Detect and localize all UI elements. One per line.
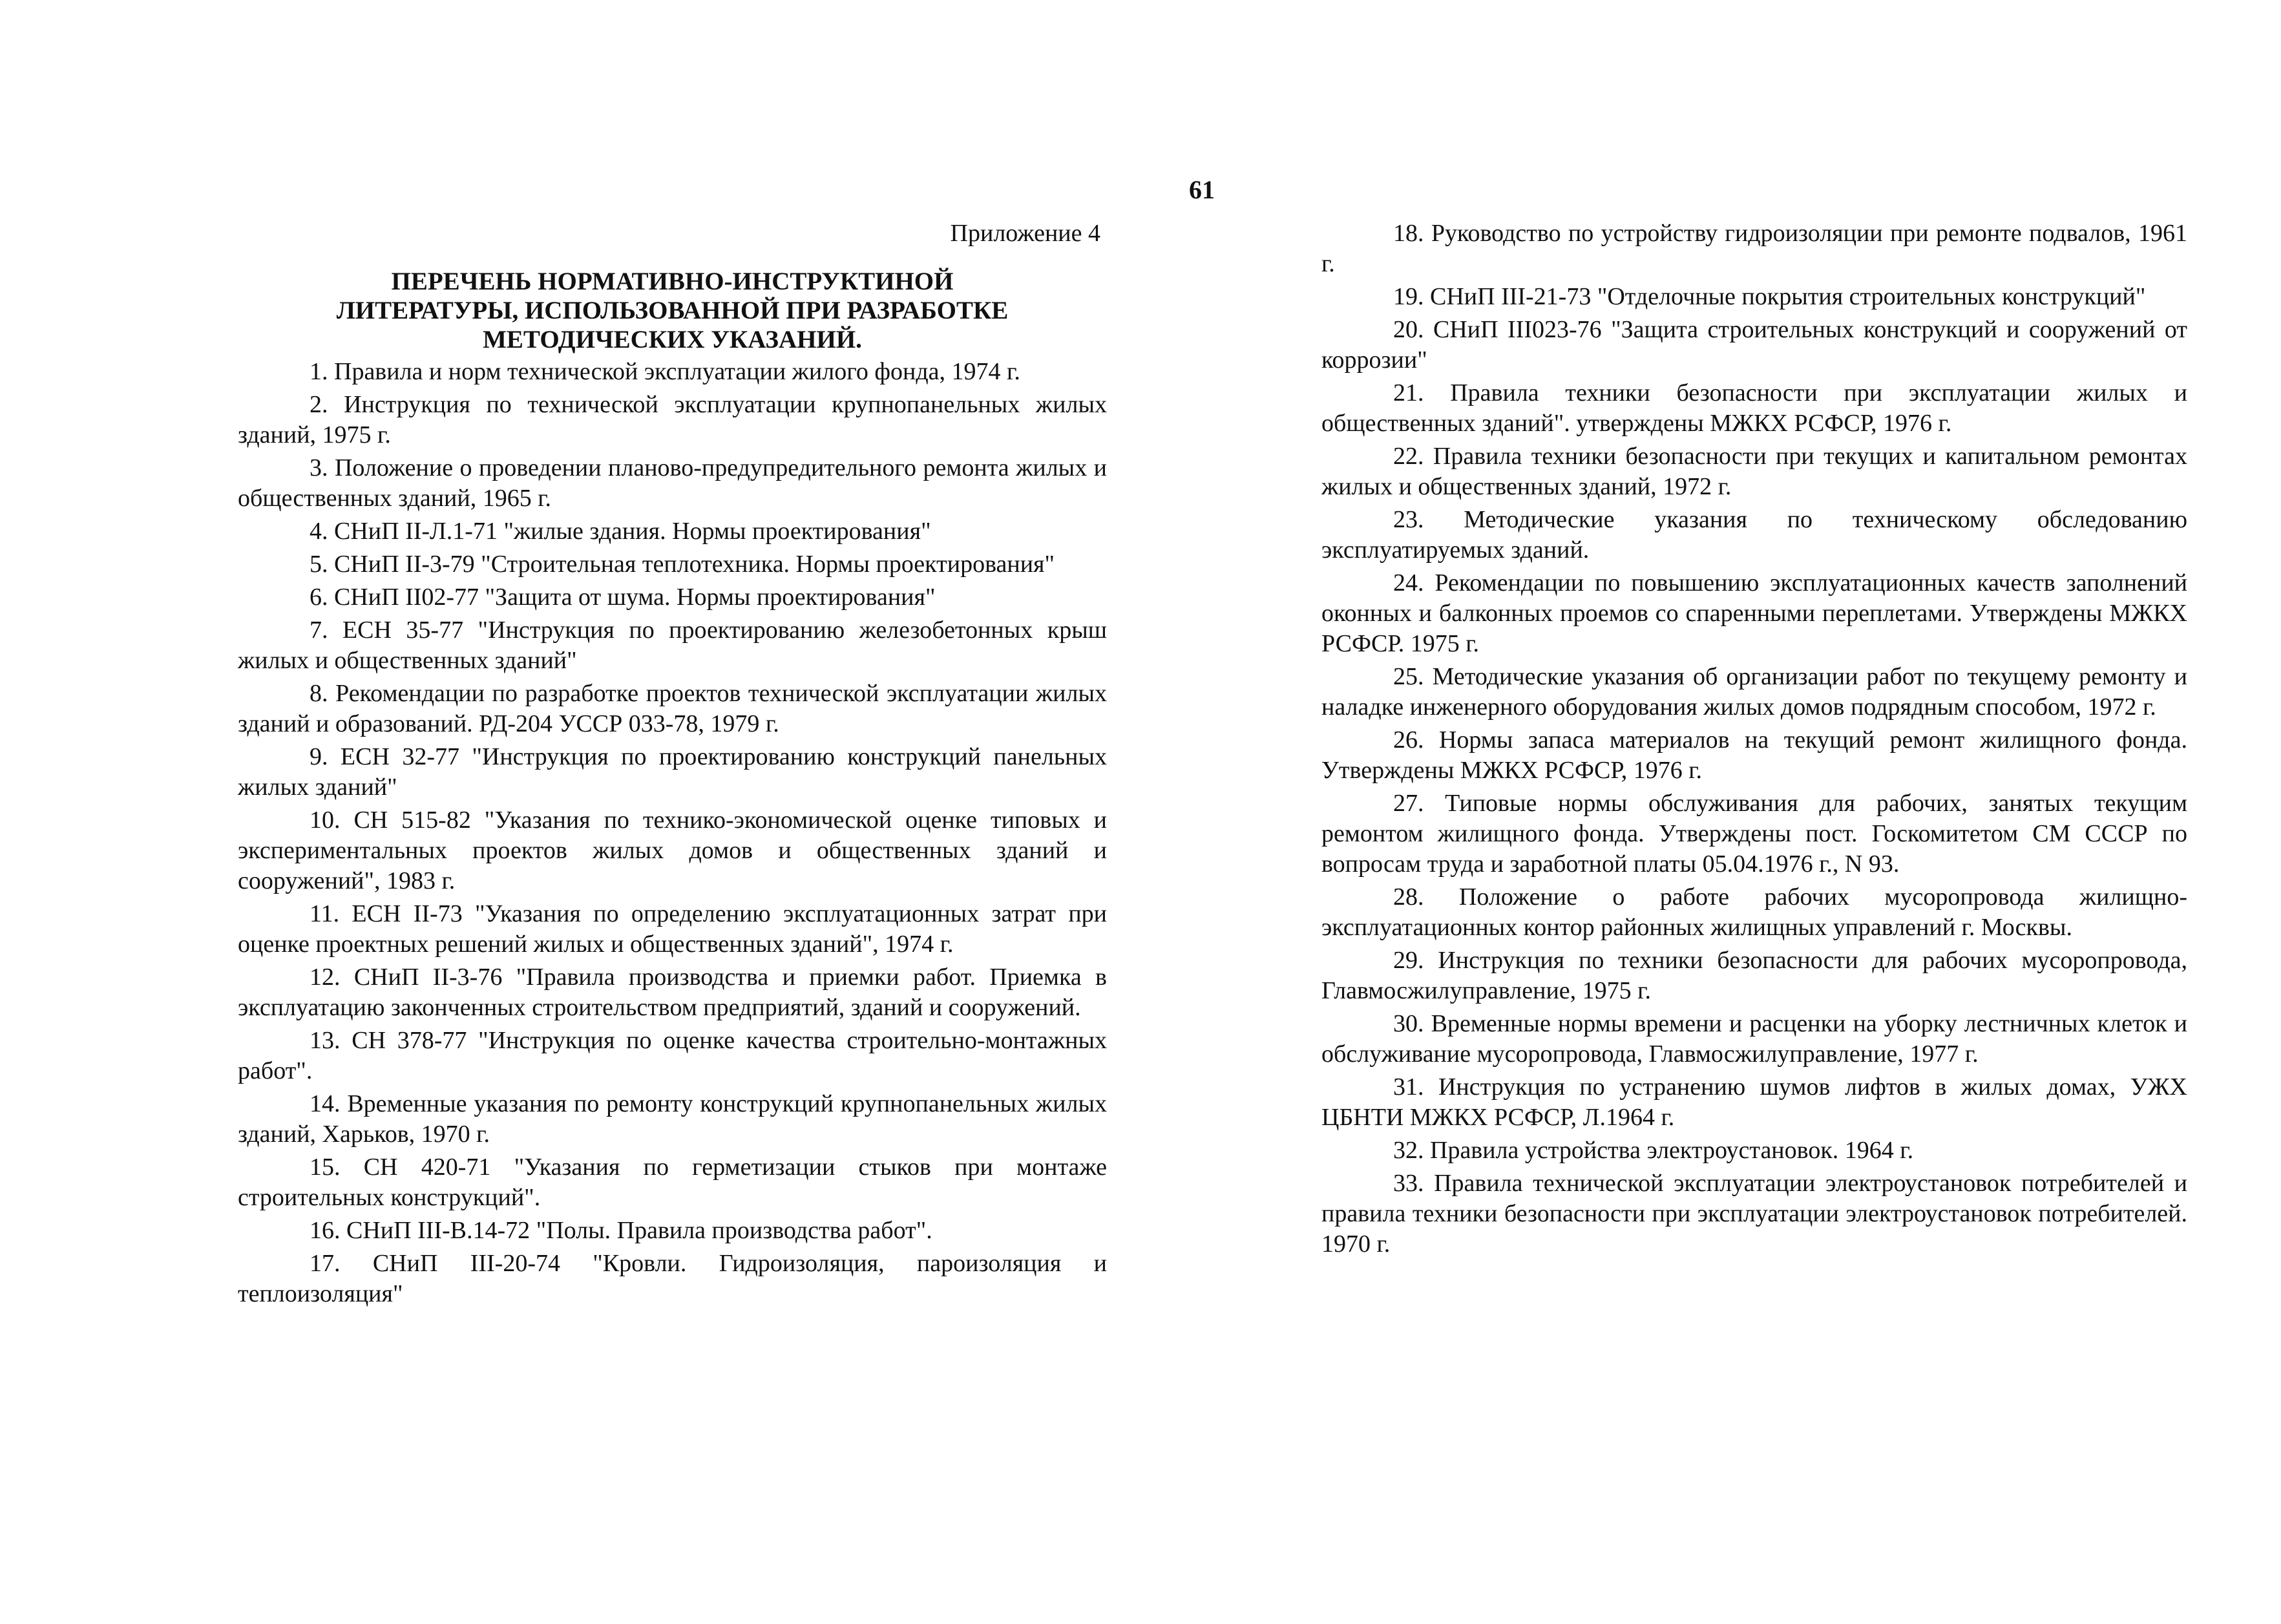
reference-entry: 30. Временные нормы времени и расценки на уборку лестничных клеток и обслуживание мусоропровода, Главмосжилуправление, 1977 г. — [1321, 1010, 2187, 1068]
heading-line: МЕТОДИЧЕСКИХ УКАЗАНИЙ. — [483, 326, 862, 353]
heading-line: ПЕРЕЧЕНЬ НОРМАТИВНО-ИНСТРУКТИНОЙ — [391, 268, 954, 295]
reference-entry: 23. Методические указания по техническому обследованию эксплуатируемых зданий. — [1321, 506, 2187, 564]
reference-entry: 19. СНиП III-21-73 "Отделочные покрытия строительных конструкций" — [1393, 283, 2146, 310]
right-column — [1321, 218, 2187, 1262]
reference-entry: 32. Правила устройства электроустановок. 1964 г. — [1393, 1137, 1914, 1164]
reference-entry: 24. Рекомендации по повышению эксплуатационных качеств заполнений оконных и балконных проемов со спаренными переплетами. Утверждены МЖКХ РСФСР. 1975 г. — [1321, 569, 2187, 657]
reference-entry: 22. Правила техники безопасности при текущих и капитальном ремонтах жилых и общественных зданий, 1972 г. — [1321, 443, 2187, 500]
reference-entry: 15. СН 420-71 "Указания по герметизации стыков при монтаже строительных конструкций". — [238, 1154, 1107, 1211]
reference-entry: 12. СНиП II-3-76 "Правила производства и приемки работ. Приемка в эксплуатацию законченных строительством предприятий, зданий и сооружений. — [238, 964, 1107, 1021]
reference-entry: 33. Правила технической эксплуатации электроустановок потребителей и правила техники безопасности при эксплуатации электроустановок потребителей. 1970 г. — [1321, 1170, 2187, 1258]
reference-entry: 29. Инструкция по техники безопасности для рабочих мусоропровода, Главмосжилуправление, 1975 г. — [1321, 947, 2187, 1004]
reference-entry: 4. СНиП II-Л.1-71 "жилые здания. Нормы проектирования" — [310, 518, 931, 545]
left-column — [238, 218, 1107, 1312]
reference-entry: 28. Положение о работе рабочих мусоропровода жилищно-эксплуатационных контор районных жилищных управлений г. Москвы. — [1321, 883, 2187, 941]
reference-entry: 16. СНиП III-В.14-72 "Полы. Правила производства работ". — [310, 1217, 932, 1244]
reference-entry: 17. СНиП III-20-74 "Кровли. Гидроизоляция, пароизоляция и теплоизоляция" — [238, 1250, 1107, 1307]
reference-entry: 18. Руководство по устройству гидроизоляции при ремонте подвалов, 1961 г. — [1321, 220, 2187, 277]
reference-entry: 13. СН 378-77 "Инструкция по оценке качества строительно-монтажных работ". — [238, 1027, 1107, 1084]
reference-entry: 27. Типовые нормы обслуживания для рабочих, занятых текущим ремонтом жилищного фонда. Утверждены пост. Госкомитетом СМ СССР по вопросам труда и заработной платы 05.04.1976 г., N 93. — [1321, 790, 2187, 878]
reference-entry: 9. ЕСН 32-77 "Инструкция по проектированию конструкций панельных жилых зданий" — [238, 743, 1107, 801]
reference-entry: 11. ЕСН II-73 "Указания по определению эксплуатационных затрат при оценке проектных решений жилых и общественных зданий", 1974 г. — [238, 900, 1107, 958]
document-heading — [238, 267, 1107, 354]
reference-entry: 3. Положение о проведении планово-предупредительного ремонта жилых и общественных зданий, 1965 г. — [238, 454, 1107, 512]
reference-entry: 6. СНиП II02-77 "Защита от шума. Нормы проектирования" — [310, 584, 936, 611]
reference-entry: 5. СНиП II-3-79 "Строительная теплотехника. Нормы проектирования" — [310, 551, 1055, 578]
reference-entry: 25. Методические указания об организации работ по текущему ремонту и наладке инженерного оборудования жилых домов подрядным способом, 1972 г. — [1321, 663, 2187, 721]
reference-entry: 26. Нормы запаса материалов на текущий ремонт жилищного фонда. Утверждены МЖКХ РСФСР, 1976 г. — [1321, 726, 2187, 784]
reference-entry: 2. Инструкция по технической эксплуатации крупнопанельных жилых зданий, 1975 г. — [238, 391, 1107, 448]
reference-entry: 31. Инструкция по устранению шумов лифтов в жилых домах, УЖХ ЦБНТИ МЖКХ РСФСР, Л.1964 г. — [1321, 1073, 2187, 1131]
reference-entry: 1. Правила и норм технической эксплуатации жилого фонда, 1974 г. — [310, 358, 1020, 385]
page-number: 61 — [1189, 175, 1215, 204]
reference-entry: 21. Правила техники безопасности при эксплуатации жилых и общественных зданий". утверждены МЖКХ РСФСР, 1976 г. — [1321, 379, 2187, 437]
reference-entry: 10. СН 515-82 "Указания по технико-экономической оценке типовых и экспериментальных проектов жилых домов и общественных зданий и сооружений", 1983 г. — [238, 807, 1107, 894]
reference-entry: 14. Временные указания по ремонту конструкций крупнопанельных жилых зданий, Харьков, 1970 г. — [238, 1090, 1107, 1148]
appendix-label: Приложение 4 — [950, 220, 1100, 247]
heading-line: ЛИТЕРАТУРЫ, ИСПОЛЬЗОВАННОЙ ПРИ РАЗРАБОТКЕ — [336, 297, 1009, 324]
reference-entry: 7. ЕСН 35-77 "Инструкция по проектированию железобетонных крыш жилых и общественных зданий" — [238, 617, 1107, 674]
reference-entry: 20. СНиП III023-76 "Защита строительных конструкций и сооружений от коррозии" — [1321, 316, 2187, 374]
reference-entry: 8. Рекомендации по разработке проектов технической эксплуатации жилых зданий и образований. РД-204 УССР 033-78, 1979 г. — [238, 680, 1107, 737]
